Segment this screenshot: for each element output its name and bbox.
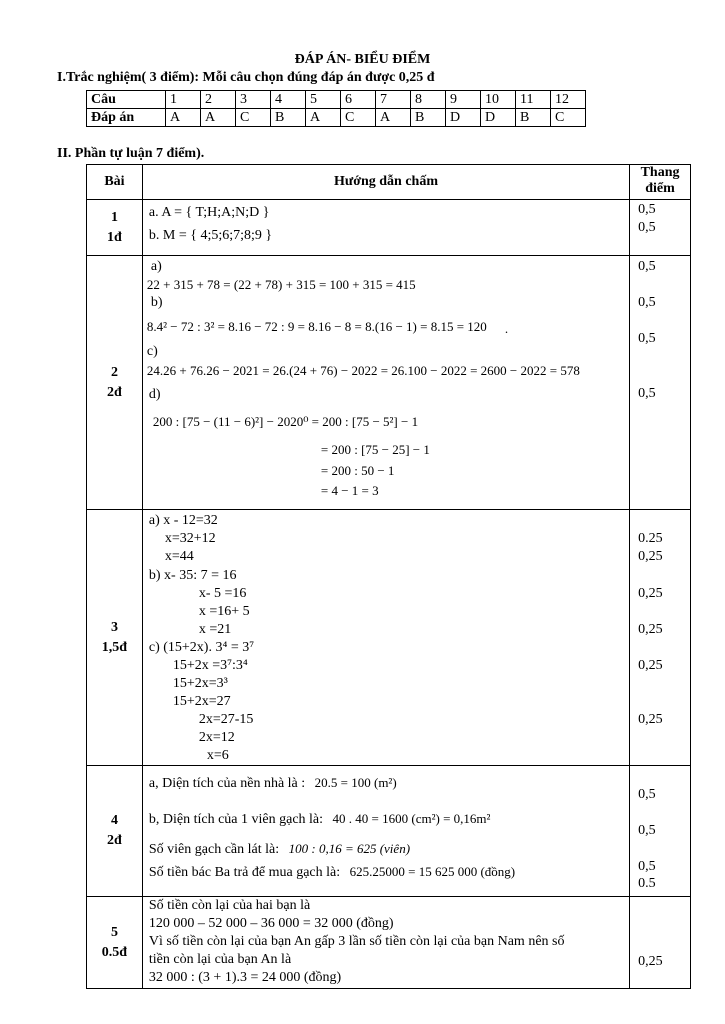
bai-4-guide [142, 766, 629, 897]
guide-line: 15+2x=27 [172, 694, 231, 709]
part1-heading: I.Trắc nghiệm( 3 điểm): Mỗi câu chọn đúng đáp án được 0,25 đ [57, 70, 435, 85]
bai-number: 5 [110, 924, 118, 940]
math-expression: 625.25000 = 15 625 000 (đồng) [349, 864, 516, 879]
guide-line: c) (15+2x). 3⁴ = 3⁷ [148, 640, 255, 655]
bai-1-scores [630, 200, 691, 256]
guide-line: a) x - 12=32 [148, 513, 218, 528]
bai-points: 2đ [107, 833, 122, 848]
row-label-cau: Câu [87, 91, 166, 109]
math-expression: = 4 − 1 = 3 [320, 483, 379, 498]
score-value: 0,5 [638, 823, 656, 838]
score-value: 0,25 [638, 712, 663, 727]
guide-line [149, 863, 515, 881]
guide-line: Số tiền còn lại của hai bạn là [148, 898, 311, 913]
guide-text: Số tiền bác Ba trả để mua gạch là: [148, 865, 341, 880]
score-value: 0,25 [638, 549, 663, 564]
bai-number: 2 [110, 364, 118, 380]
col-score-header-line2: điểm [645, 181, 675, 196]
answer-row [87, 109, 586, 127]
bai-1-row [87, 200, 691, 256]
bai-points: 1đ [107, 229, 122, 245]
bai-1-label [87, 200, 143, 256]
part2-heading: II. Phần tự luận 7 điểm). [57, 146, 205, 161]
question-cell: 11 [516, 91, 551, 109]
question-cell: 3 [236, 91, 271, 109]
grading-header-row [87, 165, 691, 200]
guide-line: d) [148, 387, 161, 402]
guide-line: 15+2x=3³ [172, 676, 228, 691]
answer-cell: C [236, 109, 271, 127]
bai-3-label [87, 510, 143, 766]
guide-line: c) [146, 344, 158, 359]
question-cell: 9 [446, 91, 481, 109]
score-value: 0,25 [638, 622, 663, 637]
question-cell: 8 [411, 91, 446, 109]
bai-points: 2đ [107, 384, 122, 400]
answer-cell: C [341, 109, 376, 127]
score-value: 0.25 [638, 531, 663, 546]
question-cell: 10 [481, 91, 516, 109]
guide-text: Số viên gạch cần lát là: [148, 842, 280, 857]
bai-number: 3 [110, 619, 118, 635]
bai-points: 0.5đ [101, 944, 128, 960]
bai-5-label [87, 897, 143, 989]
guide-line: 15+2x =3⁷:3⁴ [172, 658, 248, 673]
answer-key-table [86, 90, 586, 127]
score-value: 0,5 [638, 331, 656, 346]
guide-line: a. A = { T;H;A;N;D } [148, 205, 270, 220]
answer-cell: A [306, 109, 341, 127]
math-expression: 200 : [75 − (11 − 6)²] − 2020⁰ = 200 : [75 − 5²] − 1 [152, 414, 419, 429]
guide-line: b) x- 35: 7 = 16 [148, 568, 237, 583]
guide-text: a, Diện tích của nền nhà là : [148, 776, 306, 791]
math-expression: 100 : 0,16 = 625 (viên) [288, 841, 411, 856]
guide-line: b) [150, 295, 163, 310]
question-cell: 7 [376, 91, 411, 109]
bai-4-label [87, 766, 143, 897]
guide-line: 120 000 – 52 000 – 36 000 = 32 000 (đồng) [148, 916, 394, 931]
guide-line [149, 774, 397, 792]
answer-cell: A [201, 109, 236, 127]
math-expression: 22 + 315 + 78 = (22 + 78) + 315 = 100 + 315 = 415 [146, 277, 416, 292]
score-value: 0,5 [638, 386, 656, 401]
question-cell: 6 [341, 91, 376, 109]
guide-line: Vì số tiền còn lại của bạn An gấp 3 lần số tiền còn lại của bạn Nam nên số [148, 934, 565, 949]
col-score-header-line1: Thang [640, 165, 680, 180]
guide-line [149, 810, 491, 828]
answer-cell: C [551, 109, 586, 127]
bai-3-scores [630, 510, 691, 766]
question-cell: 12 [551, 91, 586, 109]
score-value: 0,25 [638, 954, 663, 969]
grading-table [86, 164, 691, 989]
math-expression: 20.5 = 100 (m²) [314, 775, 397, 790]
question-cell: 1 [166, 91, 201, 109]
bai-3-row [87, 510, 691, 766]
guide-line: x=32+12 [164, 531, 216, 546]
bai-2-guide [142, 256, 629, 510]
answer-cell: B [271, 109, 306, 127]
guide-line: 2x=12 [198, 730, 235, 745]
math-expression: = 200 : 50 − 1 [320, 463, 395, 478]
bai-number: 4 [110, 813, 118, 828]
score-value: 0,5 [638, 295, 656, 310]
answer-cell: D [481, 109, 516, 127]
math-dot: . [504, 321, 509, 336]
guide-line: a) [150, 259, 162, 274]
page-title: ĐÁP ÁN- BIỂU ĐIỂM [294, 52, 431, 67]
guide-line: x =16+ 5 [198, 604, 250, 619]
bai-5-guide [142, 897, 629, 989]
score-value: 0,5 [638, 202, 656, 217]
guide-text: b, Diện tích của 1 viên gạch là: [148, 812, 324, 827]
answer-cell: A [376, 109, 411, 127]
question-row [87, 91, 586, 109]
answer-cell: B [516, 109, 551, 127]
bai-5-scores [630, 897, 691, 989]
guide-line: b. M = { 4;5;6;7;8;9 } [148, 228, 273, 243]
math-expression: 24.26 + 76.26 − 2021 = 26.(24 + 76) − 2022 = 26.100 − 2022 = 2600 − 2022 = 578 [146, 363, 580, 378]
question-cell: 5 [306, 91, 341, 109]
guide-line: x- 5 =16 [198, 586, 247, 601]
answer-cell: A [166, 109, 201, 127]
guide-line [149, 840, 410, 858]
bai-points: 1,5đ [101, 639, 128, 655]
math-expression: 8.4² − 72 : 3² = 8.16 − 72 : 9 = 8.16 − 8 = 8.(16 − 1) = 8.15 = 120 [146, 319, 487, 334]
score-value: 0.5 [638, 876, 656, 891]
guide-line: x =21 [198, 622, 232, 637]
bai-number: 1 [110, 209, 118, 225]
score-value: 0,5 [638, 259, 656, 274]
score-value: 0,5 [638, 787, 656, 802]
guide-line: x=44 [164, 549, 194, 564]
score-value: 0,25 [638, 586, 663, 601]
guide-line: 2x=27-15 [198, 712, 254, 727]
bai-1-guide [142, 200, 629, 256]
bai-2-scores [630, 256, 691, 510]
bai-2-row [87, 256, 691, 510]
guide-line: tiền còn lại của bạn An là [148, 952, 292, 967]
guide-line: x=6 [206, 748, 229, 763]
bai-3-guide [142, 510, 629, 766]
answer-cell: D [446, 109, 481, 127]
answer-cell: B [411, 109, 446, 127]
col-bai-header: Bài [87, 165, 143, 200]
bai-4-scores [630, 766, 691, 897]
bai-4-row [87, 766, 691, 897]
guide-line: 32 000 : (3 + 1).3 = 24 000 (đồng) [148, 970, 342, 985]
question-cell: 4 [271, 91, 306, 109]
score-value: 0,5 [638, 859, 656, 874]
row-label-dap-an: Đáp án [87, 109, 166, 127]
col-score-header [630, 165, 691, 200]
math-expression: 40 . 40 = 1600 (cm²) = 0,16m² [332, 811, 491, 826]
col-guide-header: Hướng dẫn chấm [142, 165, 629, 200]
bai-2-label [87, 256, 143, 510]
question-cell: 2 [201, 91, 236, 109]
bai-5-row [87, 897, 691, 989]
score-value: 0,25 [638, 658, 663, 673]
math-expression: = 200 : [75 − 25] − 1 [320, 442, 430, 457]
score-value: 0,5 [638, 220, 656, 235]
